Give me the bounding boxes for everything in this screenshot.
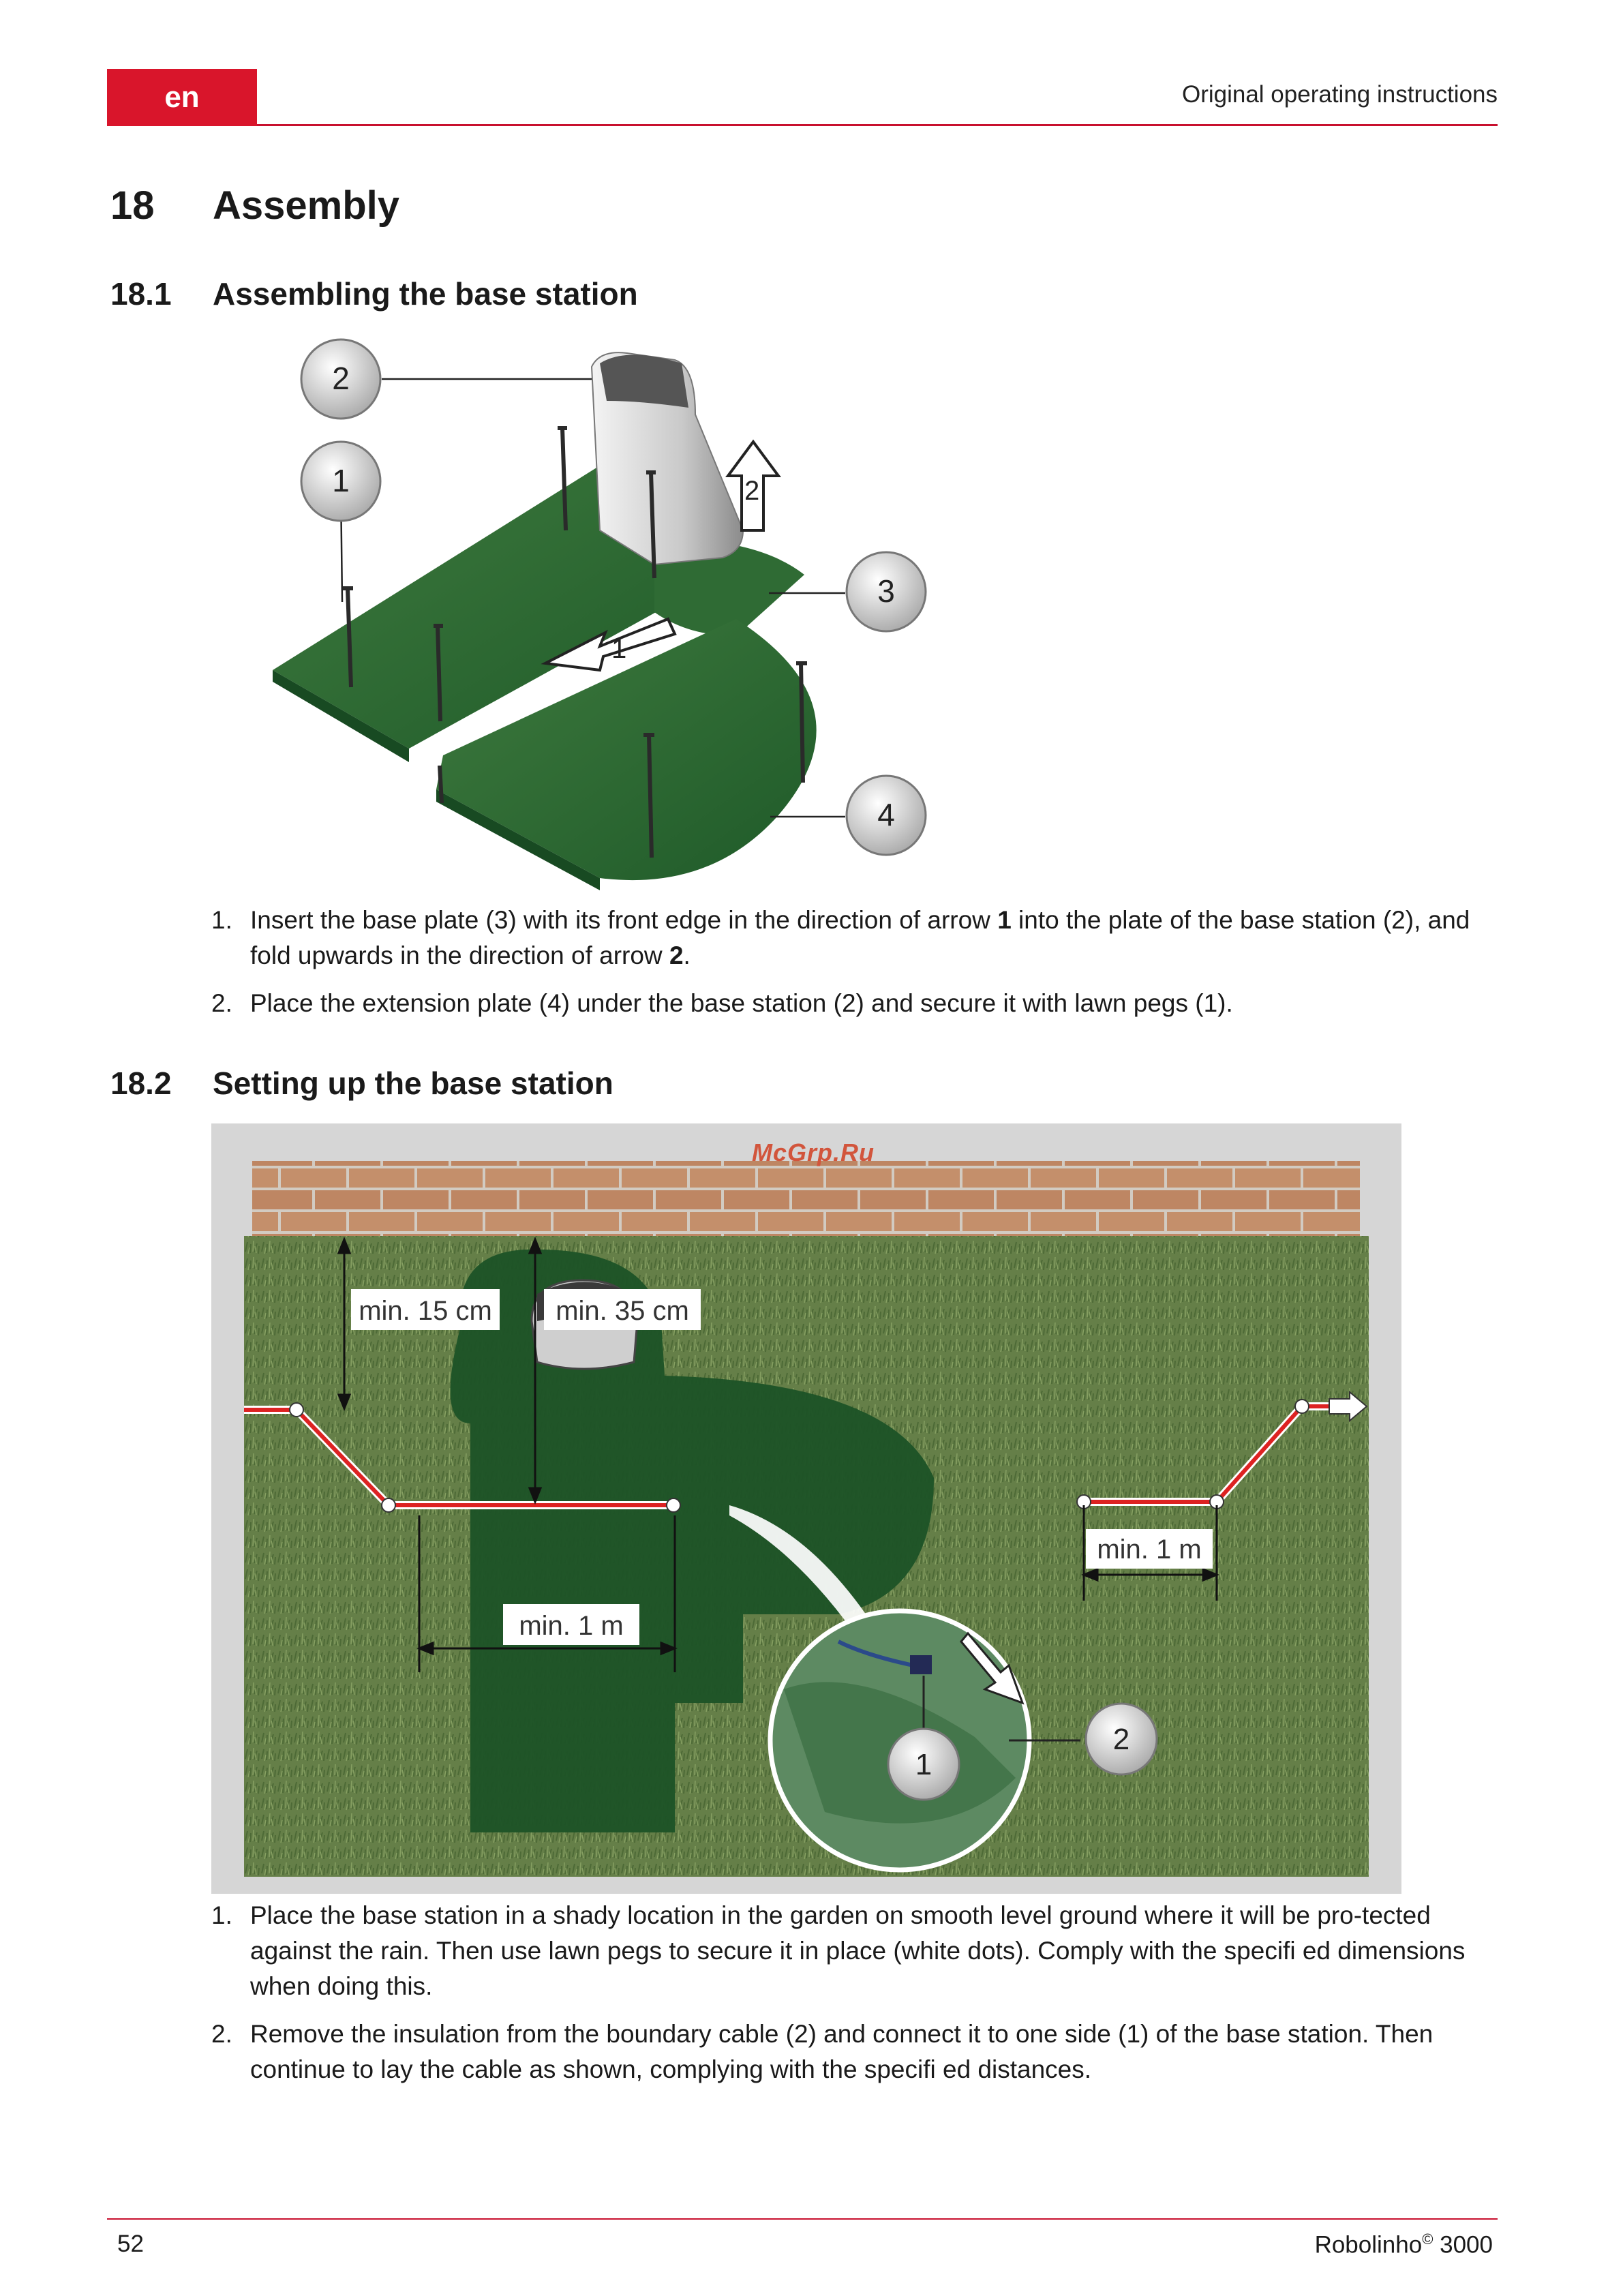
- chapter-number: 18: [110, 183, 155, 228]
- step-item: 2. Place the extension plate (4) under the base station (2) and secure it with lawn pegs (1).: [211, 989, 1233, 1017]
- section-heading-18-1: [110, 275, 638, 312]
- svg-text:4: 4: [877, 797, 895, 832]
- svg-text:2: 2: [1112, 1723, 1130, 1756]
- callout-2: [301, 339, 380, 419]
- brick-wall: [252, 1161, 1360, 1236]
- product-name: Robolinho© 3000: [1314, 2231, 1493, 2259]
- arrow-2-label: 2: [744, 476, 760, 506]
- svg-text:min. 1 m: min. 1 m: [1097, 1535, 1202, 1565]
- chapter-title: Assembly: [213, 183, 400, 228]
- step-item: 2. Remove the insulation from the boundary cable (2) and connect it to one side (1) of the base station. Then continue to lay the cable as shown, complying with the specifi ed distances.: [211, 2020, 1434, 2083]
- section-number: 18.1: [110, 276, 172, 312]
- page-number: 52: [117, 2231, 144, 2257]
- svg-text:min. 35 cm: min. 35 cm: [556, 1296, 689, 1326]
- svg-text:3: 3: [877, 573, 895, 609]
- base-station-setup-figure: [211, 1123, 1401, 1894]
- callout-2: [1086, 1704, 1157, 1774]
- dim-label-right-run: [1086, 1529, 1213, 1569]
- setup-steps: [211, 1898, 1500, 2100]
- step-item: 1. Insert the base plate (3) with its front edge in the direction of arrow 1 into the plate of the base station (2), and fold upwards in the direction of arrow 2.: [211, 906, 1470, 969]
- watermark: McGrp.Ru: [752, 1138, 875, 1166]
- svg-text:min. 15 cm: min. 15 cm: [359, 1296, 492, 1326]
- base-station-assembly-figure: [218, 326, 968, 898]
- svg-text:2: 2: [332, 361, 350, 396]
- svg-text:1: 1: [915, 1748, 932, 1781]
- language-tab: en: [107, 69, 257, 126]
- section-title: Assembling the base station: [213, 276, 638, 312]
- footer-rule: [107, 2218, 1498, 2220]
- dim-label-wall-center: [544, 1289, 701, 1330]
- page-header: [107, 69, 1498, 126]
- dim-label-wall-left: [351, 1289, 500, 1330]
- dim-label-left-run: [503, 1604, 639, 1645]
- callout-1: [888, 1729, 959, 1800]
- svg-text:1: 1: [332, 463, 350, 498]
- callout-3: [847, 552, 926, 631]
- callout-1: [301, 442, 380, 521]
- step-item: 1. Place the base station in a shady location in the garden on smooth level ground where it will be pro-tected against the rain. Then use lawn pegs to secure it in place (white dots). Comply with the specifi ed dimensions when doing this.: [211, 1901, 1466, 2000]
- section-title: Setting up the base station: [213, 1066, 613, 1101]
- section-number: 18.2: [110, 1066, 172, 1101]
- housing-top: [600, 355, 688, 408]
- assembly-steps: [211, 903, 1500, 1033]
- header-title: Original operating instructions: [1181, 81, 1498, 108]
- svg-text:min. 1 m: min. 1 m: [519, 1611, 624, 1641]
- section-heading-18-2: [110, 1065, 613, 1102]
- chapter-heading: [110, 183, 399, 228]
- arrow-1-label: 1: [611, 634, 627, 664]
- callout-4: [847, 776, 926, 855]
